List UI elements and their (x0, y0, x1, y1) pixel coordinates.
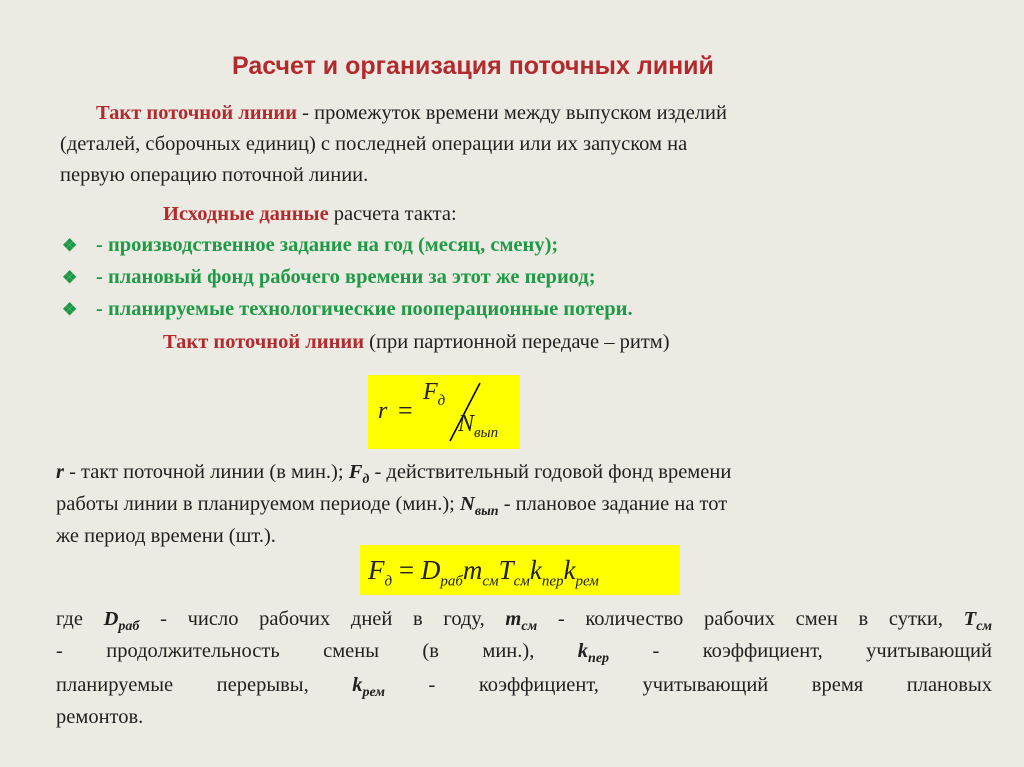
denominator-symbol: N (458, 411, 475, 437)
rhythm-heading (163, 329, 670, 355)
definition-text-1: - промежуток времени между выпуском изделий (297, 102, 727, 124)
legend-r-text: - такт поточной линии (в мин.); (63, 461, 349, 483)
f2-k1: k (529, 555, 542, 585)
legend-r-symbol: r (56, 461, 64, 483)
legend2-intro: где (56, 608, 104, 630)
legend-n-symbol: $N_{вып}$ (460, 493, 499, 520)
f2-m: m (462, 555, 483, 585)
legend2-line3-b: - коэффициент, учитывающий время плановых (384, 674, 992, 696)
legend2-line-3 (56, 670, 992, 708)
f2-T: T (498, 555, 514, 585)
fund-formula (360, 545, 680, 595)
diamond-bullet-icon: ❖ (62, 300, 78, 319)
legend2-kper-symbol: $k_{пер}$ (577, 640, 610, 667)
f2-T-sub: см (513, 573, 530, 590)
f2-equals: = (392, 555, 421, 585)
bullet-item-2 (62, 264, 596, 291)
legend-f-symbol: $F_д$ (348, 461, 370, 488)
input-data-heading (163, 201, 457, 227)
f2-D: D (420, 555, 441, 585)
input-data-text: расчета такта: (328, 203, 457, 225)
numerator-symbol: F (423, 379, 438, 405)
bullet-item-3 (62, 296, 633, 323)
legend2-m-text: - количество рабочих смен в сутки, (537, 608, 964, 630)
definition-line-1 (96, 100, 727, 126)
definition-term: Такт поточной линии (96, 102, 298, 124)
legend-n-text: - плановое задание на тот (498, 493, 728, 515)
definition-line-3: первую операцию поточной линии. (60, 164, 369, 186)
diamond-bullet-icon: ❖ (62, 268, 78, 287)
bullet-text-2: - плановый фонд рабочего времени за этот же период; (96, 266, 596, 288)
numerator-subscript: д (437, 392, 446, 409)
legend2-t-symbol: $T_{см}$ (963, 608, 992, 635)
legend2-m-symbol: $m_{см}$ (505, 608, 538, 635)
formula-lhs: r (378, 398, 388, 424)
f2-k2-sub: рем (575, 573, 599, 590)
legend1-line-3: же период времени (шт.). (56, 525, 276, 547)
bullet-text-3: - планируемые технологические пооперационные потери. (96, 298, 633, 320)
bullet-text-1: - производственное задание на год (месяц, смену); (96, 234, 559, 256)
rhythm-text: (при партионной передаче – ритм) (364, 331, 670, 353)
f2-D-sub: раб (440, 573, 463, 590)
slide-title: Расчет и организация поточных линий (232, 52, 714, 80)
legend2-line-4: ремонтов. (56, 706, 144, 728)
diamond-bullet-icon: ❖ (62, 236, 78, 255)
f2-k1-sub: пер (541, 573, 564, 590)
rhythm-term: Такт поточной линии (163, 331, 365, 353)
legend2-d-text: - число рабочих дней в году, (139, 608, 506, 630)
legend2-line-2 (56, 636, 992, 674)
f2-F-sub: д (384, 573, 393, 590)
legend-f-text: - действительный годовой фонд времени (369, 461, 732, 483)
input-data-term: Исходные данные (163, 203, 329, 225)
bullet-item-1 (62, 232, 558, 259)
formula-numerator (423, 379, 445, 410)
definition-line-2: (деталей, сборочных единиц) с последней операции или их запуском на (60, 133, 688, 155)
formula-equals: = (398, 396, 413, 425)
legend2-line3-a: планируемые перерывы, (56, 674, 353, 696)
f2-k2: k (563, 555, 576, 585)
legend2-d-symbol: $D_{раб}$ (103, 608, 140, 635)
f2-m-sub: см (482, 573, 499, 590)
legend2-krem-symbol: $k_{рем}$ (352, 674, 385, 701)
denominator-subscript: вып (474, 424, 499, 441)
legend-line2-text: работы линии в планируемом периоде (мин.); (56, 493, 461, 515)
f2-F: F (368, 555, 385, 585)
formula-denominator (458, 411, 498, 442)
legend2-line2-b: - коэффициент, учитывающий (609, 640, 992, 662)
legend2-line2-a: - продолжительность смены (в мин.), (56, 640, 578, 662)
tact-formula (368, 375, 520, 449)
